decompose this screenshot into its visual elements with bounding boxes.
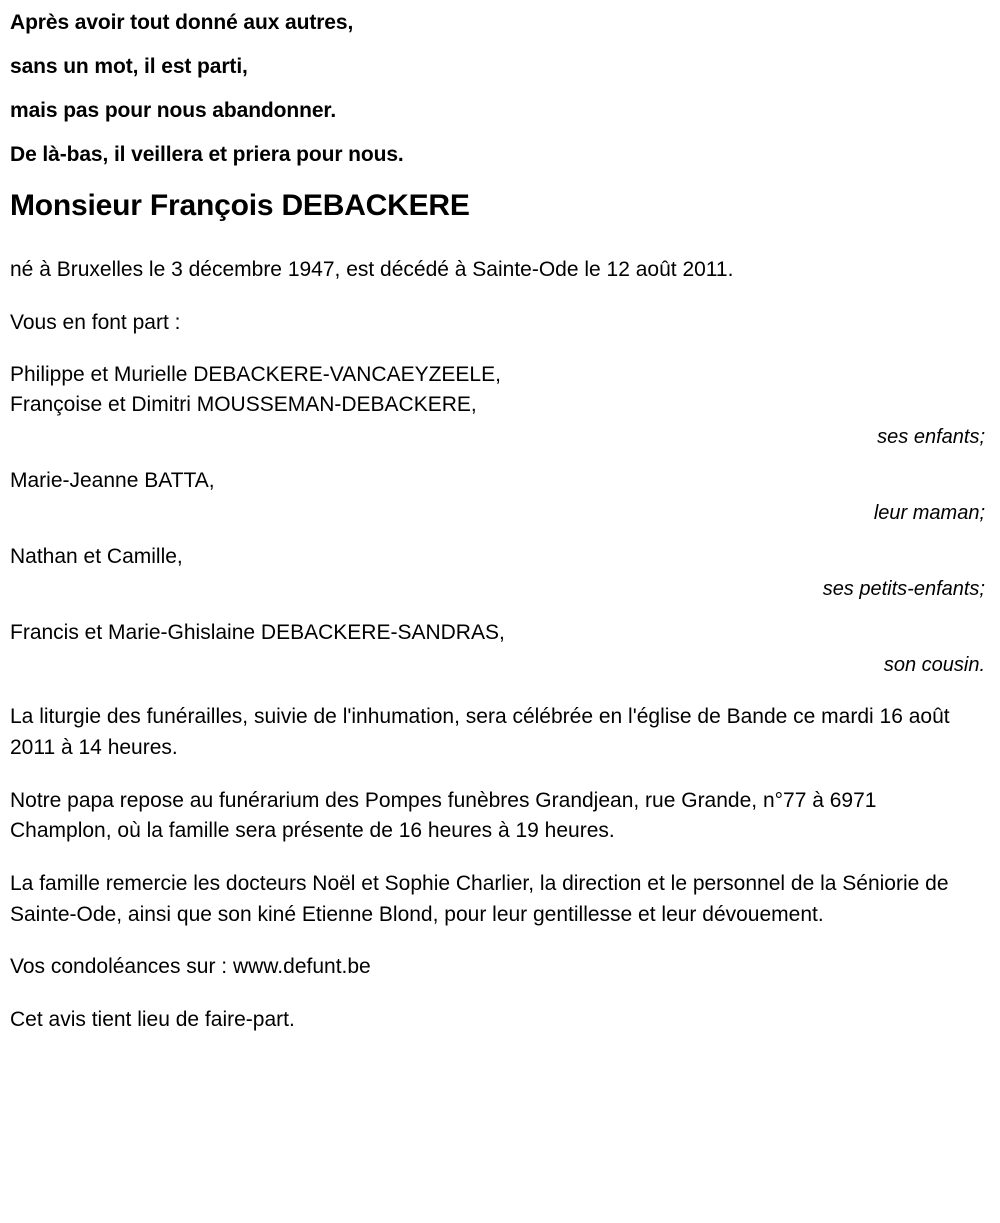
relation-names — [10, 466, 990, 496]
relation-group — [10, 360, 990, 452]
relation-label: ses petits-enfants; — [822, 578, 985, 601]
birth-death-details: né à Bruxelles le 3 décembre 1947, est décédé à Sainte-Ode le 12 août 2011. — [10, 258, 734, 281]
relation-names — [10, 618, 990, 648]
poem-line-1: Après avoir tout donné aux autres, — [10, 11, 354, 34]
relation-names — [10, 542, 990, 572]
relation-name-line: Nathan et Camille, — [10, 545, 183, 569]
memorial-poem — [10, 12, 990, 165]
relation-names — [10, 360, 990, 420]
relation-name-line: Françoise et Dimitri MOUSSEMAN-DEBACKERE, — [10, 393, 477, 417]
relation-name-line: Philippe et Murielle DEBACKERE-VANCAEYZEELE, — [10, 363, 501, 387]
poem-line-2: sans un mot, il est parti, — [10, 55, 248, 78]
relation-group — [10, 466, 990, 528]
visitation-info: Notre papa repose au funérarium des Pompes funèbres Grandjean, rue Grande, n°77 à 6971 Champlon, où la famille sera présente de 16 heures à 19 heures. — [10, 788, 877, 843]
poem-line-4: De là-bas, il veillera et priera pour nous. — [10, 143, 404, 166]
relation-label: leur maman; — [873, 502, 985, 525]
deceased-name: Monsieur François DEBACKERE — [10, 189, 470, 222]
service-details — [10, 702, 990, 1035]
thanks-message: La famille remercie les docteurs Noël et Sophie Charlier, la direction et le personnel de la Séniorie de Sainte-Ode, ainsi que son kiné Etienne Blond, pour leur gentillesse et leur dévouement. — [10, 872, 949, 926]
announcement-intro: Vous en font part : — [10, 310, 181, 334]
notice-footer: Cet avis tient lieu de faire-part. — [10, 1007, 295, 1031]
poem-line-3: mais pas pour nous abandonner. — [10, 99, 337, 122]
relation-name-line: Marie-Jeanne BATTA, — [10, 469, 215, 493]
funeral-service-info: La liturgie des funérailles, suivie de l'inhumation, sera célébrée en l'église de Bande ce mardi 16 août 2011 à 14 heures. — [10, 705, 950, 760]
surviving-relatives-list — [10, 360, 990, 680]
relation-label: son cousin. — [883, 654, 985, 677]
relation-label: ses enfants; — [877, 426, 985, 449]
condolences-info: Vos condoléances sur : www.defunt.be — [10, 955, 371, 979]
relation-name-line: Francis et Marie-Ghislaine DEBACKERE-SANDRAS, — [10, 621, 505, 645]
relation-group — [10, 618, 990, 680]
relation-group — [10, 542, 990, 604]
